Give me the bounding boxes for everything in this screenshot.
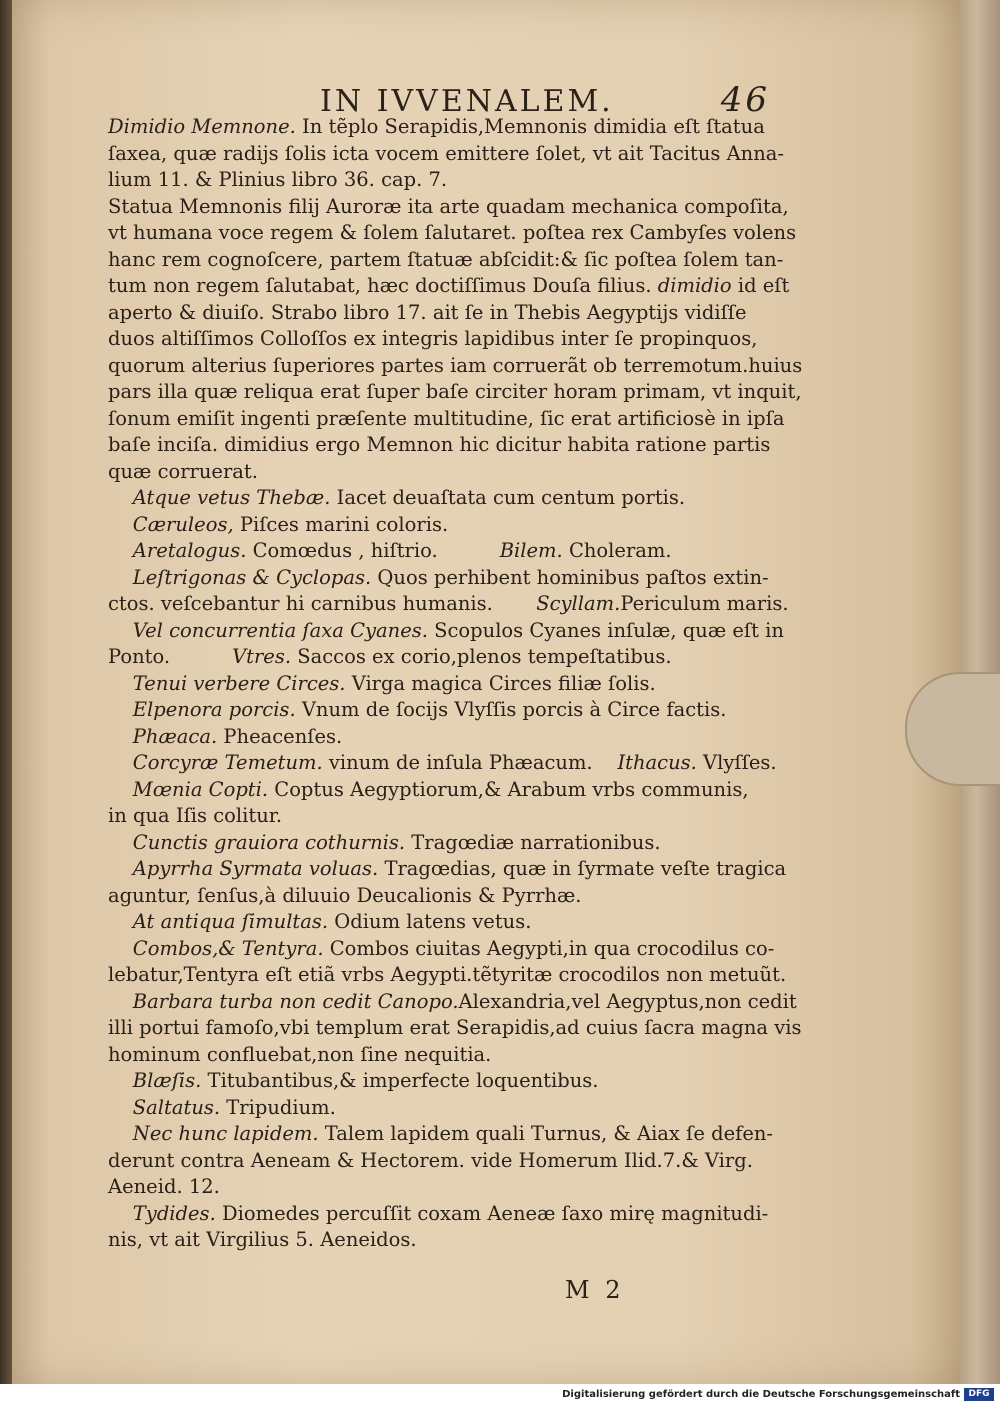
lemma-text: Apyrrha Syrmata voluas.	[132, 857, 379, 880]
text-line	[108, 1042, 491, 1068]
lemma-text: Vel concurrentia ſaxa Cyanes.	[132, 618, 428, 642]
lemma-text: Leſtrigonas & Cyclopas.	[132, 565, 372, 589]
text-line	[108, 247, 783, 273]
text-line	[108, 591, 789, 617]
gloss-text: Scopulos Cyanes inſulæ, quæ eſt in	[427, 618, 784, 642]
text-line	[108, 459, 258, 485]
page-clip	[905, 672, 1000, 786]
text-line	[108, 1174, 220, 1200]
signature-mark: M 2	[565, 1276, 625, 1304]
gloss-text: in qua Iſis colitur.	[108, 804, 283, 827]
lemma-text: Corcyræ Temetum.	[132, 751, 323, 774]
text-line	[108, 538, 672, 564]
gloss-text: Odium latens vetus.	[328, 910, 532, 933]
gloss-text	[108, 751, 133, 774]
lemma-text: Vtres.	[232, 645, 292, 668]
gloss-text: Titubantibus,& imperfecte loquentibus.	[201, 1069, 599, 1092]
gloss-text: quorum alterius ſuperiores partes iam corruerãt ob terremotum.huius	[108, 353, 803, 377]
gloss-text: Alexandria,vel Aegyptus,non cedit	[458, 989, 797, 1013]
gloss-text	[108, 672, 133, 695]
text-line	[108, 300, 747, 326]
text-line	[108, 777, 749, 803]
text-line	[108, 1068, 599, 1094]
gloss-text	[108, 725, 133, 748]
gloss-text	[108, 1096, 133, 1119]
gloss-text: Diomedes percuſſit coxam Aeneæ ſaxo mirę magnitudi-	[215, 1201, 769, 1225]
lemma-text: Ithacus.	[617, 751, 697, 774]
text-line	[108, 936, 774, 962]
gloss-text: Piſces marini coloris.	[233, 512, 449, 536]
footer-bar	[0, 1384, 1000, 1406]
gloss-text: ſaxea, quæ radijs ſolis icta vocem emittere ſolet, vt ait Tacitus Anna-	[108, 141, 784, 165]
gloss-text: baſe inciſa. dimidius ergo Memnon hic dicitur habita ratione partis	[108, 433, 771, 456]
gloss-text: Saccos ex corio,plenos tempeſtatibus.	[291, 645, 672, 668]
footer-credit: Digitalisierung gefördert durch die Deutsche Forschungsgemeinschaft	[562, 1389, 960, 1400]
lemma-text: Dimidio Memnone.	[108, 115, 296, 138]
gloss-text: pars illa quæ reliqua erat ſuper baſe circiter horam primam, vt inquit,	[108, 380, 802, 403]
gloss-text: Combos ciuitas Aegypti,in qua crocodilus co-	[323, 936, 775, 960]
gloss-text	[108, 1069, 133, 1092]
lemma-text: At antiqua ſimultas.	[132, 910, 329, 933]
gloss-text	[108, 778, 133, 801]
text-line	[108, 909, 531, 935]
text-line	[108, 141, 784, 167]
text-line	[108, 194, 789, 220]
lemma-text: Bilem.	[499, 539, 563, 562]
text-line	[108, 1201, 768, 1227]
gloss-text: Talem lapidem quali Turnus, & Aiax ſe defen-	[318, 1122, 774, 1145]
gloss-text	[108, 1202, 133, 1225]
gloss-text: Comœdus , hiſtrio.	[246, 539, 500, 562]
text-line	[108, 962, 786, 988]
lemma-text: Combos,& Tentyra.	[132, 936, 324, 960]
gloss-text: Iacet deuaſtata cum centum portis.	[330, 486, 686, 509]
gloss-text: Coptus Aegyptiorum,& Arabum vrbs communis,	[268, 777, 749, 801]
gloss-text: Periculum maris.	[620, 592, 789, 615]
text-line	[108, 618, 784, 644]
gloss-text	[108, 857, 133, 880]
text-line	[108, 1095, 336, 1121]
gloss-text: lebatur,Tentyra eſt etiã vrbs Aegypti.tẽtyritæ crocodilos non metuũt.	[108, 963, 787, 986]
text-line	[108, 803, 282, 829]
gloss-text: aguntur, ſenſus,à diluuio Deucalionis & Pyrrhæ.	[108, 883, 582, 907]
lemma-text: Nec hunc lapidem.	[132, 1122, 319, 1145]
text-line	[108, 750, 777, 776]
gloss-text: aperto & diuiſo. Strabo libro 17. ait ſe in Thebis Aegyptijs vidiſſe	[108, 300, 747, 324]
lemma-text: Blæſis.	[132, 1069, 202, 1092]
text-line	[108, 856, 786, 882]
gloss-text: Vnum de ſocijs Vlyſſis porcis à Circe factis.	[295, 698, 727, 721]
text-line	[108, 1148, 753, 1174]
gloss-text: derunt contra Aeneam & Hectorem. vide Homerum Ilid.7.& Virg.	[108, 1148, 753, 1172]
gloss-text: Tripudium.	[220, 1095, 336, 1119]
text-line	[108, 353, 802, 379]
gloss-text	[108, 1122, 133, 1145]
text-line	[108, 830, 661, 856]
gloss-text	[108, 831, 133, 854]
gloss-text: Choleram.	[562, 539, 672, 562]
lemma-text: Tydides.	[132, 1201, 216, 1225]
text-line	[108, 1015, 801, 1041]
gloss-text: vt humana voce regem & ſolem ſalutaret. poſtea rex Cambyſes volens	[108, 221, 797, 244]
lemma-text: dimidio	[657, 274, 732, 297]
gloss-text: lium 11. & Plinius libro 36. cap. 7.	[108, 168, 448, 191]
gloss-text	[108, 619, 133, 642]
gloss-text: Tragœdias, quæ in ſyrmate veſte tragica	[378, 857, 787, 880]
text-line	[108, 883, 581, 909]
gloss-text	[108, 937, 133, 960]
gloss-text	[108, 513, 133, 536]
gloss-text: Pheacenſes.	[217, 724, 343, 748]
gloss-text	[108, 539, 133, 562]
lemma-text: Mœnia Copti.	[132, 777, 269, 801]
lemma-text: Atque vetus Thebæ.	[132, 486, 331, 509]
page-number: 46	[720, 80, 770, 120]
gloss-text: quæ corruerat.	[108, 459, 258, 483]
text-line	[108, 167, 447, 193]
gloss-text: Statua Memnonis filij Auroræ ita arte quadam mechanica compoſita,	[108, 194, 789, 218]
header-title: IN IVVENALEM.	[320, 84, 614, 119]
text-line	[108, 379, 802, 405]
lemma-text: Cunctis grauiora cothurnis.	[132, 830, 406, 854]
gloss-text: Tragœdiæ narrationibus.	[405, 830, 661, 854]
gloss-text: In tẽplo Serapidis,Memnonis dimidia eſt ſtatua	[295, 115, 765, 138]
text-line	[108, 512, 448, 538]
text-line	[108, 432, 770, 458]
text-line	[108, 1227, 417, 1253]
text-line	[108, 644, 672, 670]
gloss-text: ctos. veſcebantur hi carnibus humanis.	[108, 592, 537, 615]
text-line	[108, 485, 685, 511]
text-line	[108, 989, 797, 1015]
lemma-text: Scyllam.	[536, 592, 621, 615]
gloss-text: ſonum emiſit ingenti præſente multitudine, ſic erat artificiosè in ipſa	[108, 406, 785, 430]
lemma-text: Phæaca.	[132, 724, 218, 748]
gloss-text	[108, 566, 133, 589]
lemma-text: Saltatus.	[132, 1095, 221, 1119]
gloss-text: id eſt	[731, 274, 790, 297]
dfg-logo: DFG	[964, 1388, 994, 1401]
text-line	[108, 697, 726, 723]
gloss-text	[108, 698, 133, 721]
lemma-text: Barbara turba non cedit Canopo.	[132, 989, 459, 1013]
gloss-text: duos altiſſimos Colloſſos ex integris lapidibus inter ſe propinquos,	[108, 327, 758, 350]
gloss-text: nis, vt ait Virgilius 5. Aeneidos.	[108, 1228, 417, 1251]
gloss-text	[108, 910, 133, 933]
text-line	[108, 326, 757, 352]
gloss-text: vinum de inſula Phæacum.	[322, 751, 618, 774]
text-line	[108, 565, 769, 591]
text-line	[108, 671, 656, 697]
text-line	[108, 220, 796, 246]
gloss-text: illi portui famoſo,vbi templum erat Serapidis,ad cuius ſacra magna vis	[108, 1016, 802, 1039]
gloss-text	[108, 990, 133, 1013]
gloss-text: Ponto.	[108, 645, 171, 668]
gloss-text: Virga magica Circes filiæ ſolis.	[345, 671, 656, 695]
gloss-text: hominum confluebat,non ſine nequitia.	[108, 1042, 492, 1066]
gloss-text	[170, 645, 232, 668]
gloss-text: hanc rem cognoſcere, partem ſtatuæ abſcidit:& ſic poſtea ſolem tan-	[108, 247, 784, 271]
text-line	[108, 114, 765, 140]
text-line	[108, 406, 784, 432]
text-line	[108, 273, 789, 299]
lemma-text: Tenui verbere Circes.	[132, 671, 346, 695]
lemma-text: Cæruleos,	[132, 512, 234, 536]
gloss-text: Aeneid. 12.	[108, 1175, 220, 1198]
text-line	[108, 1121, 773, 1147]
lemma-text: Aretalogus.	[132, 539, 247, 562]
gloss-text: Vlyſſes.	[696, 751, 777, 774]
lemma-text: Elpenora porcis.	[132, 698, 296, 721]
gloss-text: tum non regem ſalutabat, hæc doctiſſimus Douſa filius.	[108, 274, 658, 297]
gloss-text: Quos perhibent hominibus paſtos extin-	[371, 565, 769, 589]
gloss-text	[108, 486, 133, 509]
text-line	[108, 724, 342, 750]
